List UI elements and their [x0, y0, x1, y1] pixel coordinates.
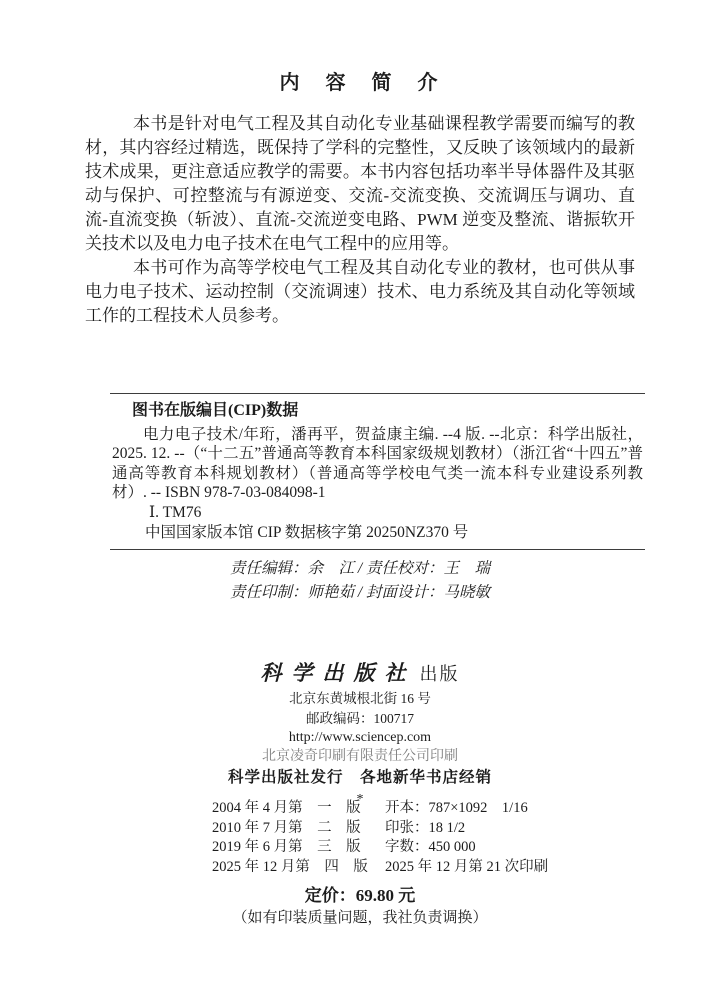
page-title: 内 容 简 介	[279, 72, 441, 94]
print-spec: 字数：450 000	[385, 839, 476, 856]
cip-entry: 电力电子技术/年珩，潘再平，贺益康主编. --4 版. --北京：科学出版社，2025. 12. --（“十二五”普通高等教育本科国家级规划教材）（浙江省“十四五”普通高等教育本科规划教材）（普通高等学校电气类一流本科专业建设系列教材）. -- ISBN 978-7-03-084098-1	[112, 425, 643, 502]
publisher-website: http://www.sciencep.com	[288, 730, 432, 745]
cip-record-number: 中国国家版本馆 CIP 数据核字第 20250NZ370 号	[145, 523, 469, 541]
publisher-name-script: 科学出版社	[260, 661, 416, 685]
divider-bottom	[110, 549, 645, 550]
publisher-address: 北京东黄城根北街 16 号	[289, 691, 431, 706]
staff-line-production: 责任印制：师艳茹 / 封面设计：马晓敏	[229, 584, 491, 601]
cip-section	[112, 401, 643, 542]
edition-date: 2025 年 12 月第 四 版	[212, 858, 368, 875]
edition-row	[212, 819, 652, 839]
publish-label: 出版	[419, 664, 460, 684]
intro-paragraph-2: 本书可作为高等学校电气工程及其自动化专业的教材，也可供从事电力电子技术、运动控制（交流调速）技术、电力系统及其自动化等领域工作的工程技术人员参考。	[85, 258, 635, 325]
edition-date: 2004 年 4 月第 一 版	[212, 800, 361, 816]
edition-row	[212, 838, 652, 858]
edition-row	[212, 858, 652, 878]
staff-credits	[0, 557, 720, 605]
price: 定价：69.80 元	[304, 886, 416, 905]
cip-class-code: Ⅰ. TM76	[149, 503, 202, 521]
distribution-line: 科学出版社发行 各地新华书店经销	[227, 769, 492, 786]
publisher-block	[0, 663, 720, 807]
content-summary	[85, 112, 635, 328]
staff-line-editors: 责任编辑：余 江 / 责任校对：王 瑞	[229, 560, 491, 577]
intro-paragraph-1: 本书是针对电气工程及其自动化专业基础课程教学需要而编写的教材，其内容经过精选，既保持了学科的完整性，又反映了该领域内的最新技术成果，更注意适应教学的需要。本书内容包括功率半导体器件及其驱动与保护、可控整流与有源逆变、交流-交流变换、交流调压与调功、直流-直流变换（斩波）、直流-交流逆变电路、PWM 逆变及整流、谐振软开关技术以及电力电子技术在电气工程中的应用等。	[85, 114, 635, 253]
edition-row	[212, 799, 652, 819]
separator-asterisk: *	[356, 791, 364, 807]
publisher-imprint	[0, 663, 720, 684]
divider-top	[110, 393, 645, 394]
print-spec: 印张：18 1/2	[385, 819, 466, 836]
cip-heading: 图书在版编目(CIP)数据	[132, 402, 299, 419]
edition-history-table	[212, 799, 652, 877]
print-spec: 2025 年 12 月第 21 次印刷	[385, 858, 549, 875]
printer-line: 北京凌奇印刷有限责任公司印刷	[262, 749, 458, 764]
edition-date: 2010 年 7 月第 二 版	[212, 819, 361, 836]
print-spec: 开本：787×1092 1/16	[385, 800, 528, 816]
quality-note: （如有印装质量问题，我社负责调换）	[232, 910, 488, 926]
publisher-postcode: 邮政编码：100717	[306, 710, 414, 726]
edition-date: 2019 年 6 月第 三 版	[212, 839, 361, 856]
